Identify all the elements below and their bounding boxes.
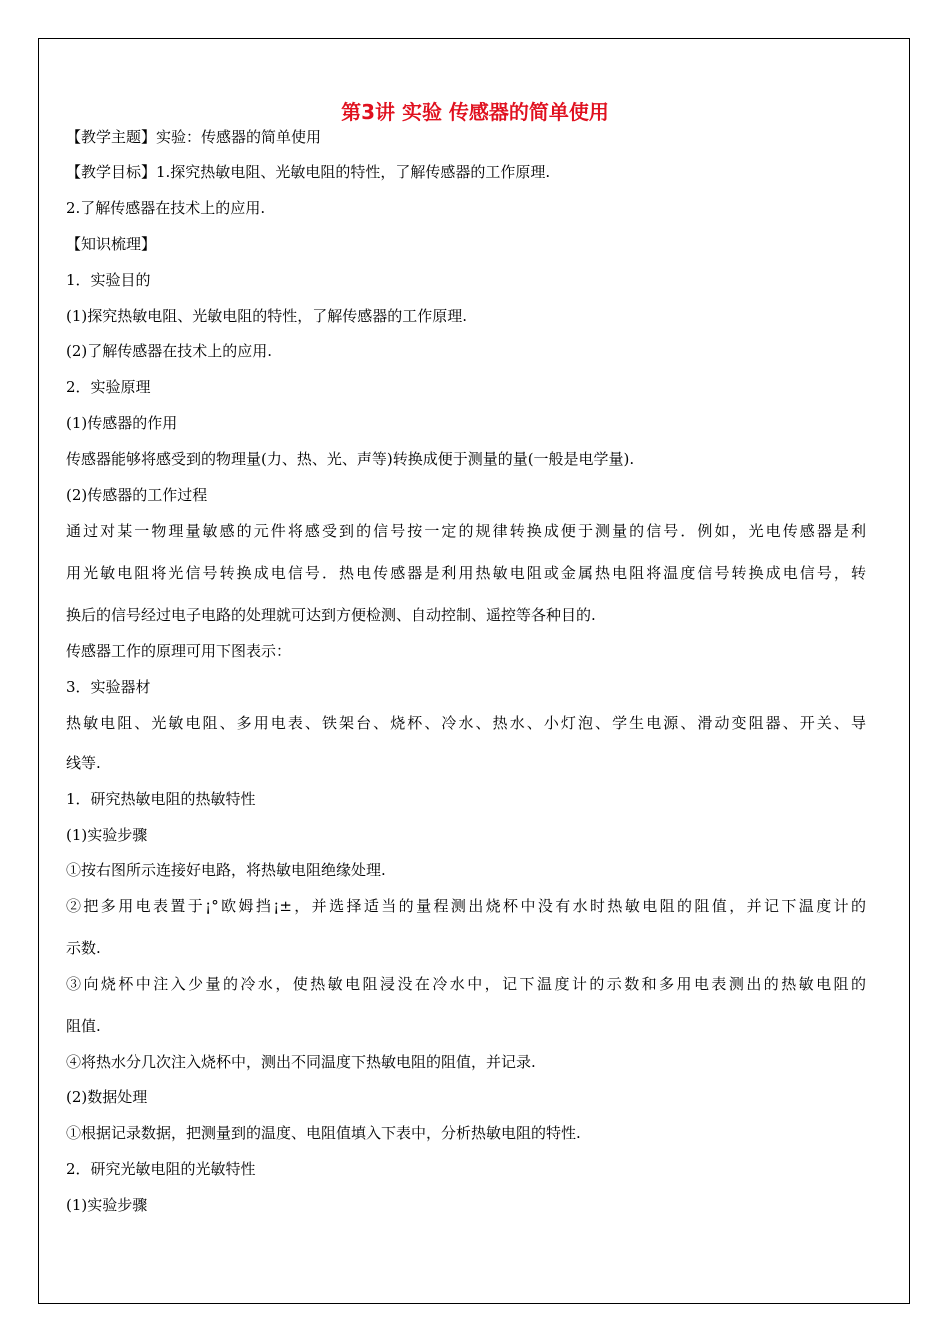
text-line: 1．研究热敏电阻的热敏特性 — [66, 790, 256, 808]
text-line: (1)实验步骤 — [66, 1196, 148, 1214]
text-line: ②把多用电表置于¡°欧姆挡¡±，并选择适当的量程测出烧杯中没有水时热敏电阻的阻值，并记下温度计的 — [66, 897, 866, 915]
text-line: ①根据记录数据，把测量到的温度、电阻值填入下表中，分析热敏电阻的特性. — [66, 1124, 581, 1142]
text-line: (1)实验步骤 — [66, 826, 148, 844]
text-line: 换后的信号经过电子电路的处理就可达到方便检测、自动控制、遥控等各种目的. — [66, 606, 596, 624]
text-line: 热敏电阻、光敏电阻、多用电表、铁架台、烧杯、冷水、热水、小灯泡、学生电源、滑动变阻器、开关、导 — [66, 714, 866, 732]
text-line: 2．实验原理 — [66, 378, 151, 396]
text-line: (2)传感器的工作过程 — [66, 486, 208, 504]
text-line: 用光敏电阻将光信号转换成电信号．热电传感器是利用热敏电阻或金属热电阻将温度信号转换成电信号，转 — [66, 564, 866, 582]
text-line: 传感器工作的原理可用下图表示： — [66, 642, 292, 660]
text-line: (1)探究热敏电阻、光敏电阻的特性，了解传感器的工作原理. — [66, 307, 468, 325]
text-line: 3．实验器材 — [66, 678, 151, 696]
text-line: 示数. — [66, 939, 101, 957]
text-line: ④将热水分几次注入烧杯中，测出不同温度下热敏电阻的阻值，并记录. — [66, 1053, 536, 1071]
text-line: 线等. — [66, 754, 101, 772]
text-line: (2)数据处理 — [66, 1088, 148, 1106]
page-border — [38, 38, 910, 1304]
text-line: (1)传感器的作用 — [66, 414, 178, 432]
text-line: ③向烧杯中注入少量的冷水，使热敏电阻浸没在冷水中，记下温度计的示数和多用电表测出的热敏电阻的 — [66, 975, 866, 993]
text-line: 【知识梳理】 — [66, 235, 157, 253]
text-line: 通过对某一物理量敏感的元件将感受到的信号按一定的规律转换成便于测量的信号．例如，光电传感器是利 — [66, 522, 866, 540]
text-line: 传感器能够将感受到的物理量(力、热、光、声等)转换成便于测量的量(一般是电学量). — [66, 450, 635, 468]
text-line: ①按右图所示连接好电路，将热敏电阻绝缘处理. — [66, 861, 386, 879]
text-line: 【教学目标】1.探究热敏电阻、光敏电阻的特性，了解传感器的工作原理. — [66, 163, 551, 181]
page-title: 第3讲 实验 传感器的简单使用 — [341, 100, 609, 124]
text-line: 2．研究光敏电阻的光敏特性 — [66, 1160, 256, 1178]
text-line: 1．实验目的 — [66, 271, 151, 289]
text-line: 【教学主题】实验：传感器的简单使用 — [66, 128, 322, 146]
text-line: (2)了解传感器在技术上的应用. — [66, 342, 273, 360]
text-line: 2.了解传感器在技术上的应用. — [66, 199, 266, 217]
text-line: 阻值. — [66, 1017, 101, 1035]
